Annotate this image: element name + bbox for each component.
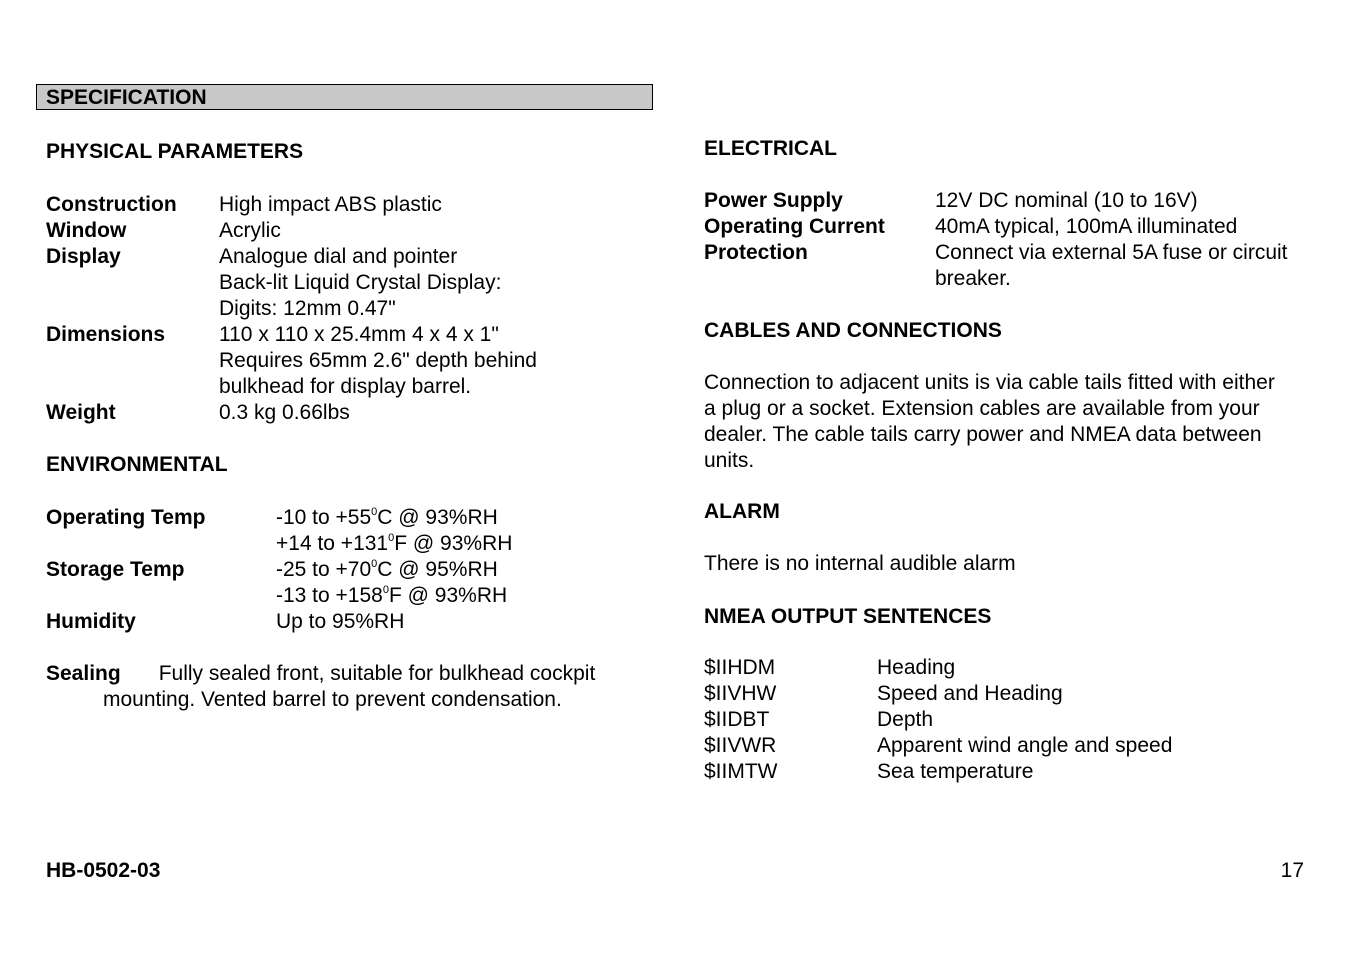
sealing-text-line1: Fully sealed front, suitable for bulkhead cockpit	[158, 662, 596, 685]
nmea-code: $IIMTW	[704, 760, 778, 783]
specification-title: SPECIFICATION	[46, 86, 207, 109]
env-value-line: -25 to $+70^0C$ @ 95%RH	[276, 558, 498, 581]
sealing-paragraph	[46, 661, 595, 687]
physical-value-line: 0.3 kg 0.66lbs	[219, 401, 350, 424]
env-value-line: Up to 95%RH	[276, 610, 405, 633]
physical-value-line: bulkhead for display barrel.	[219, 375, 472, 398]
alarm-heading: ALARM	[704, 500, 780, 523]
electrical-value-line: Connect via external 5A fuse or circuit	[935, 241, 1288, 264]
cables-line: units.	[704, 449, 755, 472]
nmea-code: $IIVHW	[704, 682, 777, 705]
electrical-table	[704, 188, 1324, 298]
physical-parameters-table	[46, 192, 606, 432]
electrical-value-line: breaker.	[935, 267, 1011, 290]
env-value-line: -13 to $+158^0F$ @ 93%RH	[276, 584, 508, 607]
page-number: 17	[1280, 859, 1304, 882]
nmea-desc: Apparent wind angle and speed	[877, 734, 1173, 757]
electrical-value-line: 12V DC nominal (10 to 16V)	[935, 189, 1198, 212]
env-label: Storage Temp	[46, 558, 185, 581]
physical-value-line: Acrylic	[219, 219, 281, 242]
env-label: Operating Temp	[46, 506, 206, 529]
env-value-line: +14 to $+131^0F$ @ 93%RH	[276, 532, 513, 555]
physical-value-line: Analogue dial and pointer	[219, 245, 458, 268]
alarm-text: There is no internal audible alarm	[704, 552, 1016, 575]
physical-label: Construction	[46, 193, 177, 216]
cables-paragraph	[704, 370, 1275, 474]
electrical-heading: ELECTRICAL	[704, 137, 837, 160]
nmea-code: $IIDBT	[704, 708, 770, 731]
electrical-value-line: 40mA typical, 100mA illuminated	[935, 215, 1238, 238]
nmea-table	[704, 655, 1324, 785]
nmea-heading: NMEA OUTPUT SENTENCES	[704, 605, 992, 628]
electrical-label: Protection	[704, 241, 808, 264]
nmea-code: $IIVWR	[704, 734, 777, 757]
sealing-text-line2: mounting. Vented barrel to prevent condensation.	[103, 688, 562, 711]
physical-value-line: 110 x 110 x 25.4mm 4 x 4 x 1"	[219, 323, 499, 346]
cables-heading: CABLES AND CONNECTIONS	[704, 319, 1002, 342]
document-code: HB-0502-03	[46, 859, 161, 882]
physical-value-line: Digits: 12mm 0.47"	[219, 297, 396, 320]
electrical-label: Power Supply	[704, 189, 843, 212]
electrical-label: Operating Current	[704, 215, 885, 238]
physical-value-line: Back-lit Liquid Crystal Display:	[219, 271, 502, 294]
env-label: Humidity	[46, 610, 136, 633]
physical-label: Dimensions	[46, 323, 166, 346]
nmea-desc: Depth	[877, 708, 934, 731]
nmea-desc: Heading	[877, 656, 956, 679]
environmental-heading: ENVIRONMENTAL	[46, 453, 228, 476]
cables-line: Connection to adjacent units is via cable tails fitted with either	[704, 371, 1275, 394]
environmental-table	[46, 505, 606, 635]
physical-label: Weight	[46, 401, 116, 424]
nmea-desc: Sea temperature	[877, 760, 1034, 783]
physical-label: Display	[46, 245, 121, 268]
env-value-line: -10 to $+55^0C$ @ 93%RH	[276, 506, 498, 529]
nmea-desc: Speed and Heading	[877, 682, 1063, 705]
cables-line: dealer. The cable tails carry power and NMEA data between	[704, 423, 1262, 446]
specification-header-bar	[36, 84, 653, 110]
physical-value-line: High impact ABS plastic	[219, 193, 442, 216]
physical-parameters-heading: PHYSICAL PARAMETERS	[46, 140, 304, 163]
cables-line: a plug or a socket. Extension cables are available from your	[704, 397, 1260, 420]
physical-label: Window	[46, 219, 127, 242]
nmea-code: $IIHDM	[704, 656, 776, 679]
physical-value-line: Requires 65mm 2.6" depth behind	[219, 349, 537, 372]
sealing-label: Sealing	[46, 662, 121, 685]
